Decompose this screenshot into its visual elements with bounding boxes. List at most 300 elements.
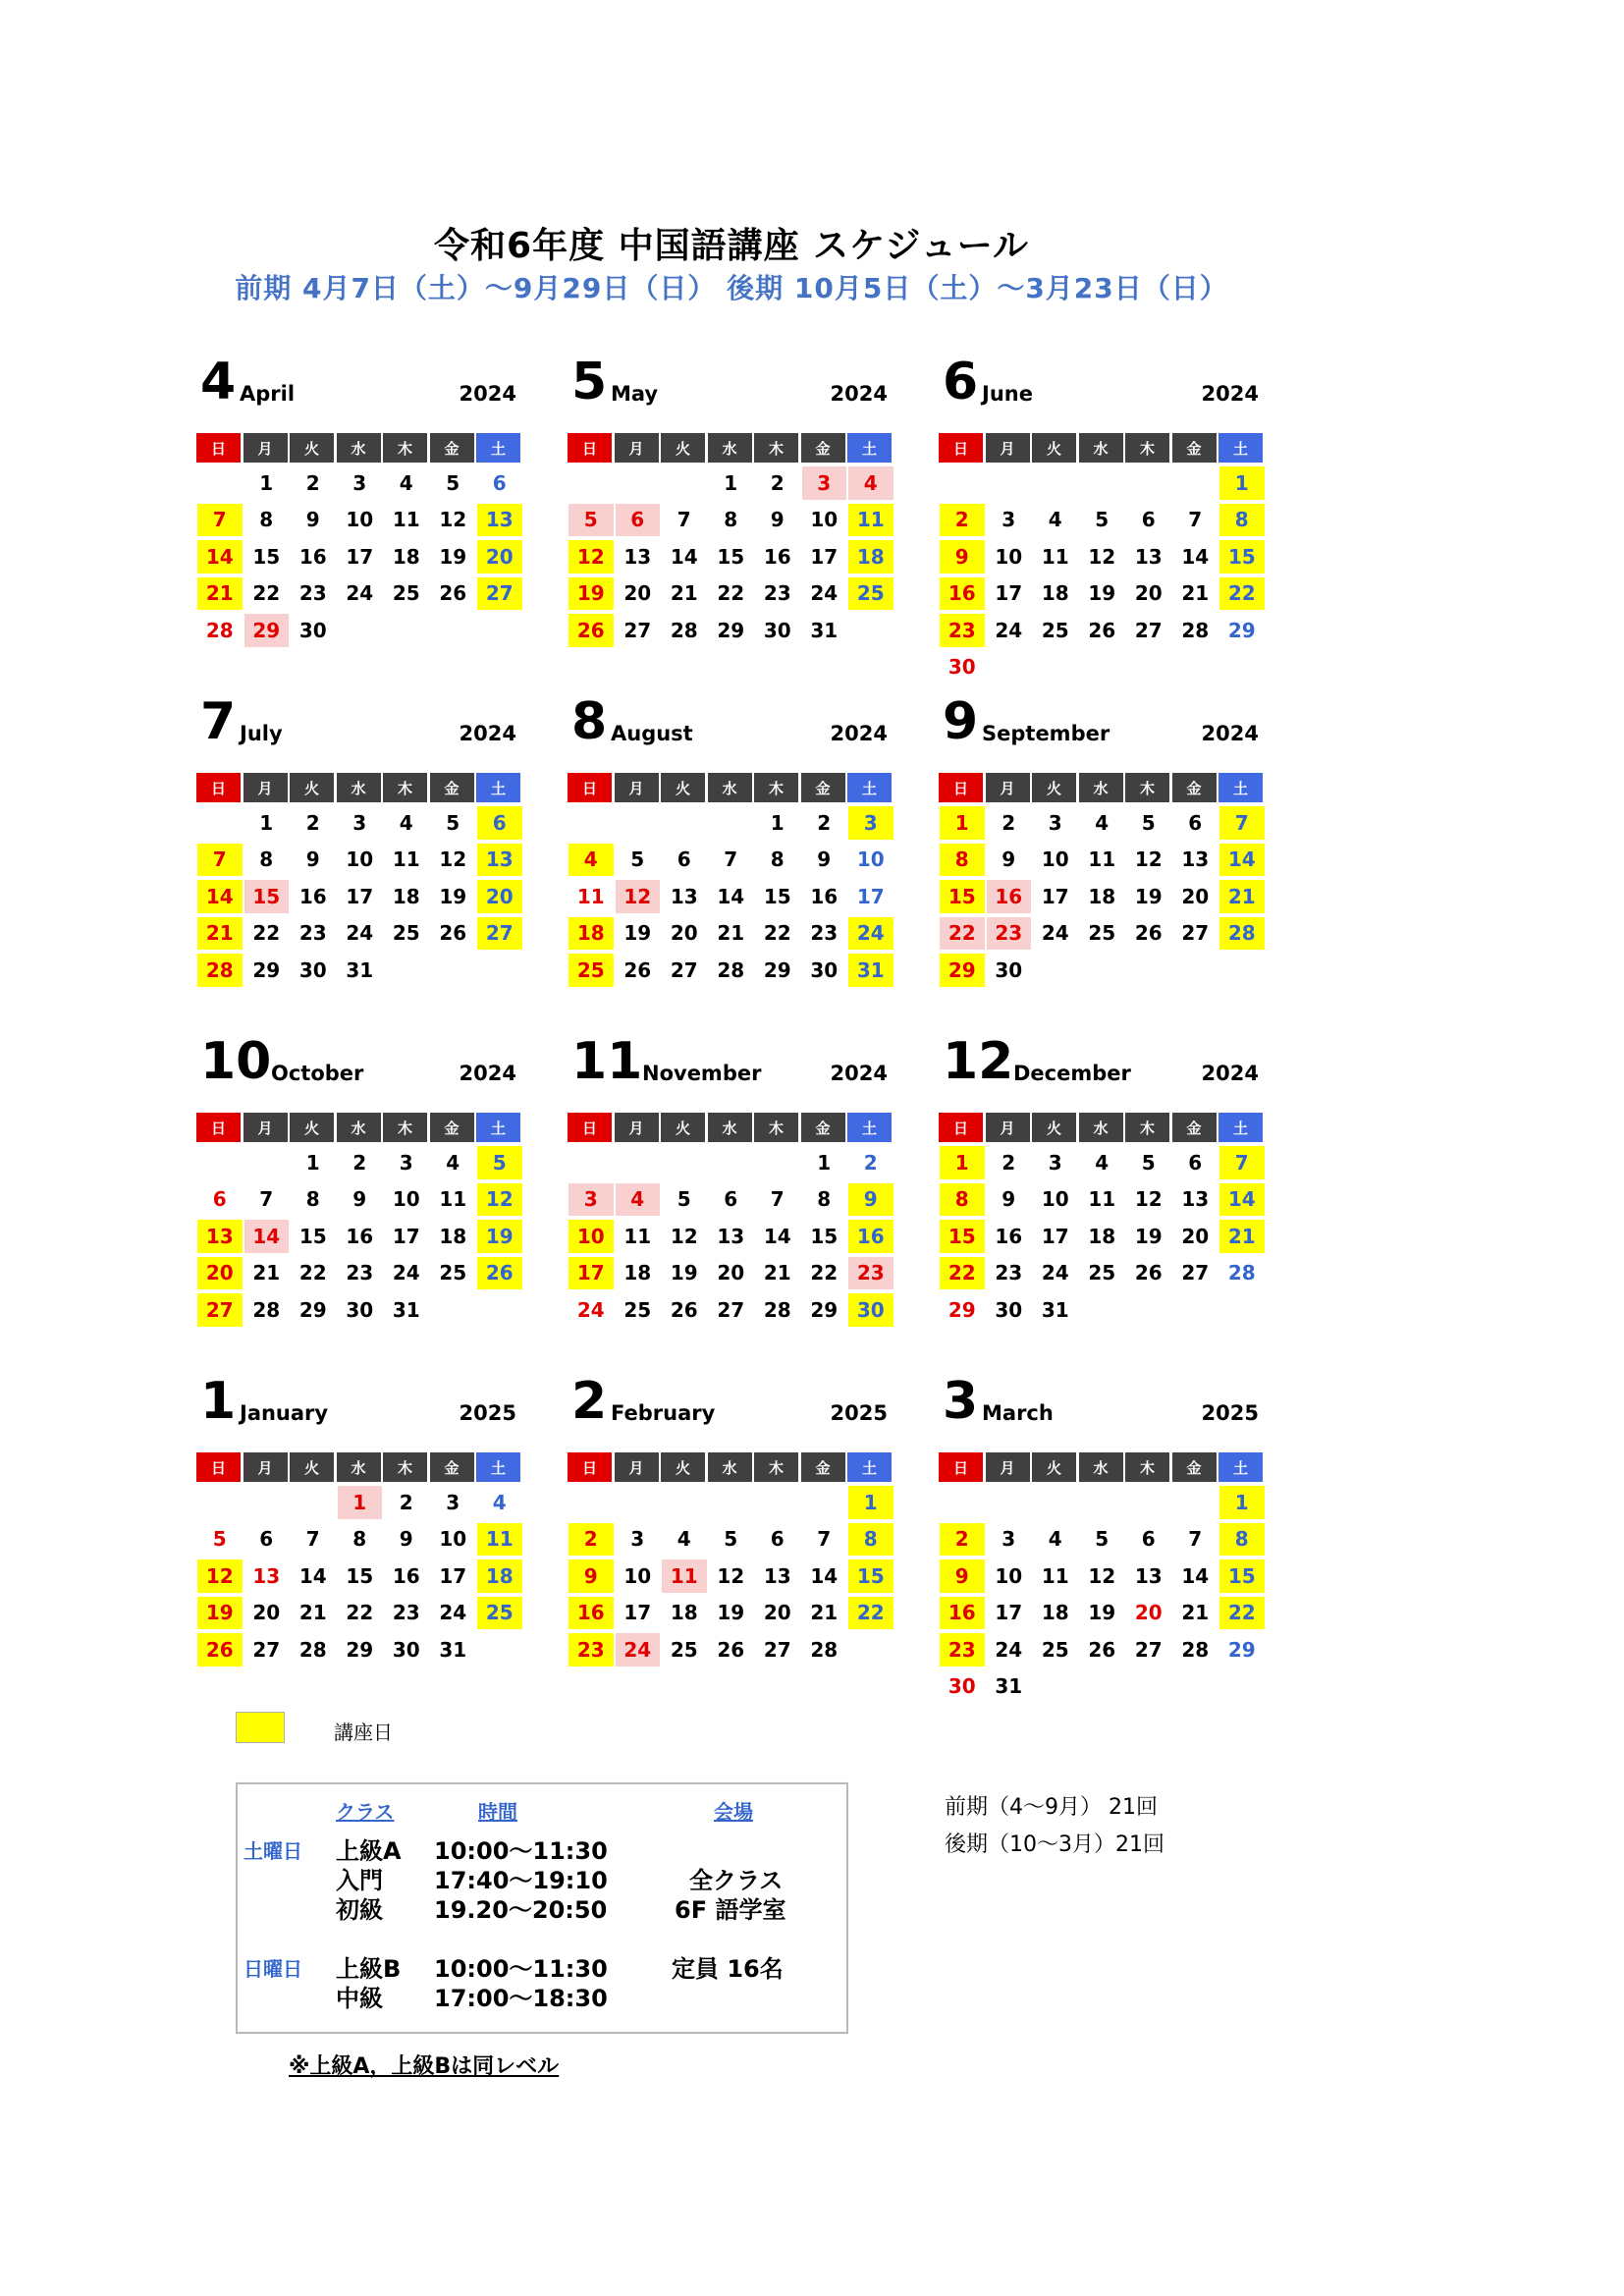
day-cell: 5 bbox=[677, 1187, 691, 1212]
empty-cell bbox=[709, 1486, 754, 1519]
day-cell: 8 bbox=[817, 1187, 832, 1212]
month-year: 2024 bbox=[459, 382, 516, 406]
empty-cell bbox=[940, 1486, 985, 1519]
day-cell: 13 bbox=[252, 1563, 281, 1588]
day-cell: 7 bbox=[197, 504, 243, 537]
day-cell: 26 bbox=[623, 957, 652, 982]
weekday-header bbox=[196, 1452, 520, 1482]
month-year: 2025 bbox=[459, 1401, 516, 1425]
month-year: 2024 bbox=[1201, 1062, 1259, 1085]
day-cell: 22 bbox=[940, 1257, 985, 1290]
day-cell: 16 bbox=[940, 1597, 985, 1630]
day-cell: 17 bbox=[1041, 1224, 1069, 1248]
month-header bbox=[939, 349, 1263, 411]
day-cell: 14 bbox=[763, 1224, 791, 1248]
month-calendar bbox=[568, 688, 892, 989]
day-cell: 1 bbox=[724, 470, 738, 495]
weekday-cell: 金 bbox=[430, 1113, 474, 1142]
weekday-cell: 日 bbox=[568, 1452, 612, 1482]
day-cell: 17 bbox=[623, 1601, 652, 1625]
venue-line: 全クラス bbox=[689, 1867, 784, 1894]
month-calendar bbox=[196, 1028, 520, 1329]
count-second-half: 後期（10～3月）21回 bbox=[945, 1832, 1164, 1857]
day-cell: 29 bbox=[252, 957, 281, 982]
day-cell: 18 bbox=[568, 917, 614, 951]
day-cell: 16 bbox=[987, 880, 1032, 913]
month-name: November bbox=[642, 1062, 762, 1085]
day-cell: 10 bbox=[810, 508, 839, 532]
day-cell: 14 bbox=[1219, 844, 1265, 877]
month-number: 8 bbox=[571, 692, 608, 751]
day-cell: 17 bbox=[439, 1563, 467, 1588]
day-cell: 1 bbox=[770, 810, 785, 835]
month-year: 2024 bbox=[1201, 382, 1259, 406]
day-cell: 1 bbox=[1219, 1486, 1265, 1519]
day-cell: 22 bbox=[763, 921, 791, 946]
day-cell: 11 bbox=[576, 884, 605, 908]
day-cell: 16 bbox=[298, 544, 327, 569]
month-name: October bbox=[271, 1062, 364, 1085]
day-cell: 6 bbox=[477, 806, 522, 840]
month-name: July bbox=[240, 722, 283, 745]
weekday-cell: 木 bbox=[383, 773, 427, 802]
day-cell: 28 bbox=[810, 1637, 839, 1662]
day-cell: 21 bbox=[197, 577, 243, 611]
empty-cell bbox=[802, 1486, 847, 1519]
day-cell: 9 bbox=[770, 508, 785, 532]
day-cell: 7 bbox=[197, 844, 243, 877]
day-cell: 25 bbox=[392, 581, 420, 606]
day-cell: 28 bbox=[298, 1637, 327, 1662]
day-cell: 20 bbox=[1134, 581, 1163, 606]
day-cell: 31 bbox=[995, 1674, 1023, 1699]
month-header bbox=[939, 1028, 1263, 1091]
day-cell: 14 bbox=[197, 880, 243, 913]
day-cell: 25 bbox=[1088, 921, 1116, 946]
weekday-cell: 火 bbox=[1032, 433, 1076, 463]
day-cell: 11 bbox=[662, 1559, 707, 1593]
day-cell: 20 bbox=[623, 581, 652, 606]
day-cell: 13 bbox=[1134, 544, 1163, 569]
day-cell: 12 bbox=[1134, 1187, 1163, 1212]
day-cell: 19 bbox=[439, 884, 467, 908]
month-year: 2024 bbox=[459, 722, 516, 745]
day-cell: 3 bbox=[630, 1527, 645, 1552]
day-cell: 6 bbox=[770, 1527, 785, 1552]
day-cell: 30 bbox=[392, 1637, 420, 1662]
day-cell: 27 bbox=[670, 957, 698, 982]
header-time: 時間 bbox=[478, 1800, 517, 1824]
day-cell: 7 bbox=[1188, 508, 1203, 532]
month-header bbox=[196, 1368, 520, 1431]
day-cell: 11 bbox=[392, 508, 420, 532]
day-grid bbox=[568, 465, 892, 649]
weekday-cell: 日 bbox=[568, 433, 612, 463]
day-cell: 13 bbox=[717, 1224, 745, 1248]
day-cell: 2 bbox=[1001, 810, 1016, 835]
day-cell: 9 bbox=[940, 540, 985, 574]
weekday-cell: 土 bbox=[1218, 1452, 1263, 1482]
day-cell: 26 bbox=[568, 614, 614, 647]
weekday-cell: 土 bbox=[1218, 433, 1263, 463]
weekday-cell: 土 bbox=[847, 773, 892, 802]
day-cell: 18 bbox=[1088, 884, 1116, 908]
weekday-cell: 月 bbox=[244, 433, 288, 463]
weekday-cell: 土 bbox=[1218, 773, 1263, 802]
day-cell: 6 bbox=[1188, 1150, 1203, 1175]
day-cell: 10 bbox=[856, 847, 885, 872]
day-cell: 4 bbox=[492, 1490, 507, 1514]
weekday-cell: 金 bbox=[430, 773, 474, 802]
day-cell: 28 bbox=[1219, 917, 1265, 951]
day-cell: 13 bbox=[670, 884, 698, 908]
weekday-cell: 火 bbox=[290, 1113, 334, 1142]
day-cell: 15 bbox=[763, 884, 791, 908]
month-calendar bbox=[939, 349, 1263, 685]
day-cell: 29 bbox=[810, 1297, 839, 1322]
day-cell: 5 bbox=[446, 470, 460, 495]
day-cell: 21 bbox=[670, 581, 698, 606]
day-cell: 15 bbox=[1219, 1559, 1265, 1593]
day-cell: 14 bbox=[244, 1220, 290, 1253]
day-cell: 10 bbox=[995, 1563, 1023, 1588]
day-cell: 3 bbox=[1001, 508, 1016, 532]
day-cell: 29 bbox=[717, 618, 745, 642]
day-cell: 22 bbox=[1219, 577, 1265, 611]
month-number: 1 bbox=[200, 1372, 237, 1431]
header-venue: 会場 bbox=[714, 1800, 753, 1824]
day-cell: 14 bbox=[810, 1563, 839, 1588]
day-cell: 17 bbox=[856, 884, 885, 908]
day-cell: 17 bbox=[995, 581, 1023, 606]
day-cell: 20 bbox=[477, 540, 522, 574]
day-cell: 28 bbox=[1227, 1261, 1256, 1285]
weekday-cell: 水 bbox=[1079, 433, 1123, 463]
day-cell: 13 bbox=[197, 1220, 243, 1253]
month-calendar bbox=[939, 688, 1263, 989]
class-name: 上級B bbox=[336, 1955, 402, 1983]
day-cell: 4 bbox=[848, 466, 893, 500]
day-cell: 14 bbox=[197, 540, 243, 574]
day-cell: 13 bbox=[623, 544, 652, 569]
day-cell: 30 bbox=[763, 618, 791, 642]
weekday-cell: 火 bbox=[1032, 1452, 1076, 1482]
month-header bbox=[568, 1368, 892, 1431]
weekday-cell: 水 bbox=[708, 773, 752, 802]
day-cell: 21 bbox=[252, 1261, 281, 1285]
day-cell: 6 bbox=[1188, 810, 1203, 835]
day-cell: 19 bbox=[623, 921, 652, 946]
day-cell: 12 bbox=[1088, 1563, 1116, 1588]
day-cell: 5 bbox=[1095, 1527, 1110, 1552]
day-cell: 9 bbox=[1001, 847, 1016, 872]
day-cell: 28 bbox=[670, 618, 698, 642]
day-cell: 17 bbox=[1041, 884, 1069, 908]
day-cell: 7 bbox=[817, 1527, 832, 1552]
day-cell: 25 bbox=[1041, 1637, 1069, 1662]
day-cell: 12 bbox=[1088, 544, 1116, 569]
day-cell: 27 bbox=[1181, 1261, 1210, 1285]
day-cell: 25 bbox=[477, 1597, 522, 1630]
day-cell: 12 bbox=[670, 1224, 698, 1248]
day-grid bbox=[939, 1484, 1263, 1705]
weekday-cell: 水 bbox=[708, 1452, 752, 1482]
day-cell: 18 bbox=[439, 1224, 467, 1248]
month-header bbox=[939, 1368, 1263, 1431]
day-cell: 9 bbox=[568, 1559, 614, 1593]
day-cell: 8 bbox=[940, 1183, 985, 1217]
day-cell: 24 bbox=[392, 1261, 420, 1285]
weekday-header bbox=[939, 433, 1263, 463]
weekday-cell: 日 bbox=[939, 1452, 983, 1482]
empty-cell bbox=[709, 806, 754, 840]
day-cell: 3 bbox=[568, 1183, 614, 1217]
day-cell: 26 bbox=[717, 1637, 745, 1662]
day-cell: 30 bbox=[947, 655, 976, 680]
weekday-cell: 金 bbox=[801, 1113, 845, 1142]
day-cell: 1 bbox=[305, 1150, 320, 1175]
month-calendar bbox=[568, 1368, 892, 1668]
day-cell: 25 bbox=[392, 921, 420, 946]
day-cell: 26 bbox=[477, 1257, 522, 1290]
weekday-cell: 月 bbox=[986, 1452, 1030, 1482]
day-cell: 20 bbox=[477, 880, 522, 913]
day-cell: 19 bbox=[1088, 1601, 1116, 1625]
day-cell: 29 bbox=[346, 1637, 374, 1662]
legend-label: 講座日 bbox=[334, 1721, 393, 1744]
weekday-cell: 日 bbox=[939, 1113, 983, 1142]
day-cell: 13 bbox=[477, 844, 522, 877]
day-cell: 2 bbox=[770, 470, 785, 495]
weekday-cell: 木 bbox=[383, 1452, 427, 1482]
day-cell: 11 bbox=[1088, 1187, 1116, 1212]
day-cell: 5 bbox=[446, 810, 460, 835]
day-cell: 9 bbox=[1001, 1187, 1016, 1212]
day-cell: 16 bbox=[392, 1563, 420, 1588]
day-cell: 9 bbox=[399, 1527, 413, 1552]
day-cell: 27 bbox=[623, 618, 652, 642]
month-header bbox=[939, 688, 1263, 751]
day-grid bbox=[196, 465, 520, 649]
sunday-label: 日曜日 bbox=[244, 1957, 302, 1981]
day-cell: 21 bbox=[810, 1601, 839, 1625]
weekday-cell: 日 bbox=[568, 773, 612, 802]
day-cell: 21 bbox=[1219, 1220, 1265, 1253]
legend-swatch bbox=[236, 1712, 285, 1743]
day-cell: 7 bbox=[724, 847, 738, 872]
day-cell: 5 bbox=[630, 847, 645, 872]
day-cell: 2 bbox=[568, 1523, 614, 1557]
weekday-cell: 土 bbox=[847, 1113, 892, 1142]
weekday-cell: 火 bbox=[661, 433, 705, 463]
month-calendar bbox=[196, 349, 520, 649]
day-cell: 6 bbox=[1141, 508, 1156, 532]
day-cell: 3 bbox=[848, 806, 893, 840]
day-cell: 11 bbox=[623, 1224, 652, 1248]
month-name: December bbox=[1013, 1062, 1131, 1085]
day-cell: 5 bbox=[568, 504, 614, 537]
day-cell: 4 bbox=[446, 1150, 460, 1175]
day-cell: 18 bbox=[1041, 1601, 1069, 1625]
day-cell: 26 bbox=[439, 581, 467, 606]
day-cell: 20 bbox=[763, 1601, 791, 1625]
month-calendar bbox=[568, 1028, 892, 1329]
month-calendar bbox=[196, 688, 520, 989]
day-cell: 23 bbox=[346, 1261, 374, 1285]
weekday-header bbox=[196, 433, 520, 463]
month-name: September bbox=[982, 722, 1110, 745]
day-cell: 4 bbox=[399, 810, 413, 835]
weekday-cell: 水 bbox=[1079, 1452, 1123, 1482]
day-cell: 5 bbox=[1141, 1150, 1156, 1175]
weekday-cell: 木 bbox=[1125, 773, 1169, 802]
weekday-cell: 日 bbox=[196, 1452, 241, 1482]
saturday-label: 土曜日 bbox=[244, 1839, 302, 1863]
day-cell: 13 bbox=[1134, 1563, 1163, 1588]
day-cell: 23 bbox=[940, 1633, 985, 1667]
day-cell: 15 bbox=[1219, 540, 1265, 574]
day-cell: 24 bbox=[576, 1297, 605, 1322]
weekday-cell: 土 bbox=[847, 1452, 892, 1482]
day-cell: 23 bbox=[298, 921, 327, 946]
class-name: 初級 bbox=[336, 1896, 383, 1924]
weekday-cell: 水 bbox=[1079, 1113, 1123, 1142]
weekday-cell: 日 bbox=[196, 1113, 241, 1142]
weekday-cell: 土 bbox=[476, 433, 520, 463]
day-cell: 21 bbox=[197, 917, 243, 951]
day-cell: 19 bbox=[439, 544, 467, 569]
day-cell: 15 bbox=[244, 880, 290, 913]
weekday-cell: 火 bbox=[661, 1113, 705, 1142]
month-year: 2025 bbox=[1201, 1401, 1259, 1425]
empty-cell bbox=[755, 1486, 800, 1519]
empty-cell bbox=[709, 1146, 754, 1179]
day-cell: 15 bbox=[346, 1563, 374, 1588]
day-cell: 21 bbox=[298, 1601, 327, 1625]
weekday-cell: 月 bbox=[615, 1113, 659, 1142]
class-time: 10:00～11:30 bbox=[434, 1955, 608, 1983]
month-number: 2 bbox=[571, 1372, 608, 1431]
weekday-cell: 火 bbox=[1032, 1113, 1076, 1142]
day-cell: 28 bbox=[1181, 618, 1210, 642]
weekday-cell: 月 bbox=[615, 1452, 659, 1482]
day-cell: 12 bbox=[197, 1559, 243, 1593]
month-name: August bbox=[611, 722, 693, 745]
day-cell: 17 bbox=[810, 544, 839, 569]
day-cell: 1 bbox=[259, 810, 274, 835]
day-cell: 28 bbox=[205, 618, 234, 642]
empty-cell bbox=[1033, 466, 1078, 500]
empty-cell bbox=[662, 1146, 707, 1179]
day-cell: 24 bbox=[1041, 1261, 1069, 1285]
weekday-cell: 火 bbox=[661, 1452, 705, 1482]
day-cell: 3 bbox=[1048, 1150, 1062, 1175]
day-cell: 1 bbox=[338, 1486, 383, 1519]
empty-cell bbox=[616, 1146, 661, 1179]
day-cell: 24 bbox=[616, 1633, 661, 1667]
day-cell: 17 bbox=[568, 1257, 614, 1290]
day-cell: 26 bbox=[1134, 921, 1163, 946]
day-cell: 25 bbox=[670, 1637, 698, 1662]
day-cell: 2 bbox=[940, 1523, 985, 1557]
class-info-box bbox=[236, 1782, 848, 2034]
day-cell: 7 bbox=[1219, 806, 1265, 840]
day-cell: 14 bbox=[298, 1563, 327, 1588]
weekday-header bbox=[196, 1113, 520, 1142]
day-cell: 27 bbox=[1181, 921, 1210, 946]
day-cell: 7 bbox=[305, 1527, 320, 1552]
weekday-cell: 土 bbox=[1218, 1113, 1263, 1142]
day-cell: 18 bbox=[670, 1601, 698, 1625]
day-cell: 28 bbox=[1181, 1637, 1210, 1662]
day-cell: 27 bbox=[1134, 618, 1163, 642]
day-cell: 22 bbox=[252, 921, 281, 946]
month-name: April bbox=[240, 382, 296, 406]
day-cell: 31 bbox=[346, 957, 374, 982]
day-cell: 24 bbox=[346, 921, 374, 946]
empty-cell bbox=[1173, 466, 1218, 500]
day-cell: 13 bbox=[1181, 1187, 1210, 1212]
day-cell: 23 bbox=[995, 1261, 1023, 1285]
period-subtitle: 前期 4月7日（土）～9月29日（日） 後期 10月5日（土）～3月23日（日） bbox=[235, 272, 1228, 304]
day-cell: 6 bbox=[492, 470, 507, 495]
day-cell: 17 bbox=[346, 544, 374, 569]
weekday-cell: 月 bbox=[244, 1452, 288, 1482]
day-cell: 24 bbox=[810, 581, 839, 606]
month-calendar bbox=[568, 349, 892, 649]
class-time: 17:00～18:30 bbox=[434, 1985, 608, 2012]
day-cell: 6 bbox=[724, 1187, 738, 1212]
capacity: 定員 16名 bbox=[672, 1955, 784, 1983]
weekday-cell: 金 bbox=[1172, 773, 1217, 802]
day-cell: 23 bbox=[568, 1633, 614, 1667]
day-cell: 13 bbox=[477, 504, 522, 537]
day-cell: 8 bbox=[770, 847, 785, 872]
day-cell: 3 bbox=[1001, 1527, 1016, 1552]
empty-cell bbox=[1173, 1486, 1218, 1519]
weekday-header bbox=[568, 433, 892, 463]
month-header bbox=[568, 1028, 892, 1091]
day-cell: 12 bbox=[616, 880, 661, 913]
weekday-cell: 水 bbox=[708, 433, 752, 463]
day-cell: 2 bbox=[1001, 1150, 1016, 1175]
day-cell: 19 bbox=[1134, 1224, 1163, 1248]
weekday-cell: 日 bbox=[939, 773, 983, 802]
day-cell: 26 bbox=[670, 1297, 698, 1322]
day-cell: 3 bbox=[1048, 810, 1062, 835]
empty-cell bbox=[755, 1146, 800, 1179]
weekday-header bbox=[568, 773, 892, 802]
weekday-cell: 月 bbox=[244, 1113, 288, 1142]
day-cell: 8 bbox=[259, 508, 274, 532]
day-grid bbox=[939, 804, 1263, 989]
day-cell: 29 bbox=[1227, 618, 1256, 642]
day-cell: 14 bbox=[1181, 544, 1210, 569]
level-note: ※上級A，上級Bは同レベル bbox=[289, 2054, 560, 2079]
day-cell: 22 bbox=[848, 1597, 893, 1630]
day-cell: 20 bbox=[1134, 1601, 1163, 1625]
weekday-cell: 木 bbox=[383, 1113, 427, 1142]
day-cell: 11 bbox=[477, 1523, 522, 1557]
empty-cell bbox=[940, 466, 985, 500]
day-cell: 24 bbox=[1041, 921, 1069, 946]
day-cell: 20 bbox=[717, 1261, 745, 1285]
day-cell: 12 bbox=[439, 508, 467, 532]
day-cell: 29 bbox=[940, 954, 985, 987]
empty-cell bbox=[1126, 1486, 1171, 1519]
weekday-cell: 月 bbox=[244, 773, 288, 802]
class-name: 入門 bbox=[336, 1867, 383, 1894]
